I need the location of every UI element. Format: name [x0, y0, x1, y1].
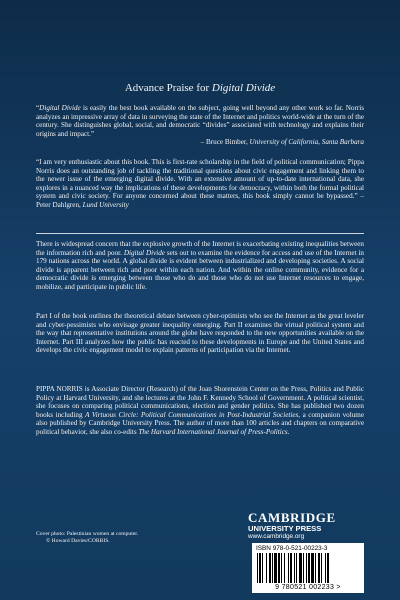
barcode-bar [318, 553, 320, 583]
praise-quote-bimber: “Digital Divide is easily the best book available on the subject, going well beyond any other work so far. Norris analyzes an impressive array of data in surveying the state of the Internet and politics world-wide at the turn of the century. She distinguishes global, social, and democratic “divides” associated with technology and explains their origins and impact.” – Bruce Bimber, University of California, Santa Barbara [36, 104, 364, 147]
quote1-book-title: Digital Divide [39, 104, 81, 112]
bio-c: . [287, 427, 290, 436]
quote2-affiliation: Lund University [82, 200, 129, 209]
bio-book-title: A Virtuous Circle: Political Communications in Post-Industrial Societies [85, 410, 299, 419]
barcode-bar [327, 553, 329, 583]
cover-photo-credit [36, 531, 138, 545]
description-paragraph-2: Part I of the book outlines the theoretical debate between cyber-optimists who see the Internet as the great leveler and cyber-pessimists who envisage greater inequality emerging. Part II examines the virtual political system and the way that representative institutions around the globe have responded to the new opportunities available on the Internet. Part III analyzes how the public has reacted to these developments in Europe and the United States and develops the civic engagement model to explain patterns of participation via the Internet. [36, 312, 364, 355]
bio-journal-title: The Harvard International Journal of Press-Politics [138, 427, 288, 436]
quote2-body: “I am very enthusiastic about this book. This is first-rate scholarship in the field of political communication; Pippa Norris does an outstanding job of tackling the traditional questions about civic engagement and linking them to the newer issue of the emerging digital divide. With an extensive amount of up-to-date international data, she explores in a nuanced way the implications of these developments for democracy, within both the formal political system and civic society. For anyone concerned about these matters, this book simply cannot be bypassed.” [36, 158, 364, 201]
barcode-bar [294, 553, 295, 583]
credit-line-2: © Howard Davies/CORBIS. [46, 538, 110, 544]
praise-heading-title: Digital Divide [211, 82, 276, 94]
description-paragraph-1 [36, 240, 364, 292]
barcode-bar [306, 553, 307, 583]
barcode-bar [274, 553, 277, 583]
publisher-logo [248, 511, 368, 541]
barcode-bar [269, 553, 271, 583]
publisher-subtitle: UNIVERSITY PRESS [248, 524, 322, 533]
barcode-digits: 9 780521 002233 > [275, 584, 341, 591]
para1-a: There is widespread concern that the explosive growth of the Internet is exacerbating existing inequalities between the information rich and poor. [36, 240, 364, 257]
barcode-bar [325, 553, 326, 583]
divider-rule [36, 233, 364, 234]
quote1-author: – Bruce Bimber, [200, 138, 250, 147]
publisher-name: CAMBRIDGE [248, 510, 336, 525]
bio-b: , a companion volume also published by Cambridge University Press. The author of more than 100 articles and chapters on comparative political behavior, she also co-edits [36, 410, 364, 436]
barcode-bar [272, 553, 273, 583]
barcode-bar [281, 553, 282, 583]
barcode-bar [290, 553, 292, 583]
barcode-bar [321, 553, 322, 583]
barcode-bar [311, 553, 314, 583]
isbn-number: ISBN 978-0-521-00223-3 [256, 545, 328, 552]
quote1-affiliation: University of California, Santa Barbara [249, 138, 364, 147]
quote2-author: – Peter Dahlgren, [36, 192, 364, 209]
quote1-body: is easily the best book available on the subject, going well beyond any other work so far. Norris analyzes an impressive array of data in surveying the state of the Internet and politics world-wide at the turn of the century. She distinguishes global, social, and democratic “divides” associated with technology and explains their origins and impact.” [36, 104, 364, 138]
barcode-bar [315, 553, 316, 583]
credit-line-1: Cover photo: Palestinian women at computer. [36, 531, 139, 537]
barcode-bar [288, 553, 289, 583]
barcode-bar [303, 553, 304, 583]
barcode-bars [255, 553, 361, 583]
praise-heading [0, 82, 400, 94]
barcode-bar [262, 553, 263, 583]
barcode-bar [299, 553, 302, 583]
para1-book-title: Digital Divide [123, 248, 165, 257]
barcode-bar [308, 553, 310, 583]
para1-b: sets out to examine the evidence for access and use of the Internet in 179 nations across the world. A global divide is evident between industrialized and developing societies. A social divide is apparent between rich and poor within each nation. And within the online community, evidence for a democratic divide is emerging between those who do and those who do not use Internet resources to engage, mobilize, and participate in public life. [36, 248, 364, 291]
barcode-bar [257, 553, 258, 583]
bio-a: PIPPA NORRIS is Associate Director (Research) of the Joan Shorenstein Center on the Press, Politics and Public Policy at Harvard University, and she lectures at the John F. Kennedy School of Government. A political scientist, she focuses on comparing political communications, election and gender politics. She has published two dozen books including [36, 385, 364, 419]
barcode-bar [266, 553, 267, 583]
publisher-url: www.cambridge.org [248, 533, 305, 540]
praise-quote-dahlgren [36, 158, 364, 210]
barcode-bar [278, 553, 280, 583]
praise-heading-prefix: Advance Praise for [124, 82, 212, 94]
barcode-bar [284, 553, 285, 583]
barcode-bar [296, 553, 297, 583]
isbn-barcode [252, 543, 364, 593]
author-bio [36, 385, 364, 437]
barcode-bar [259, 553, 261, 583]
quote1-attribution [36, 138, 364, 147]
